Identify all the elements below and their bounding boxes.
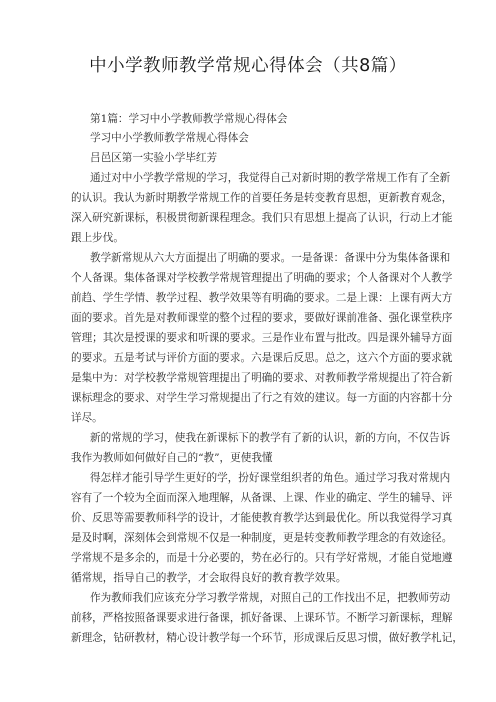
paragraph-line: 学常规不是多余的，而是十分必要的，势在必行的。只有学好常规，才能自觉地遵 <box>71 552 453 564</box>
paragraph-line: 我作为教师如何做好自己的“教”，更使我懂 <box>71 452 273 464</box>
paragraph-line: 得怎样才能引导学生更好的学，扮好课堂组织者的角色。通过学习我对常规内 <box>90 472 451 484</box>
paragraph-line: 是集中为：对学校教学常规管理提出了明确的要求、对教师教学常规提出了符合新 <box>71 372 453 384</box>
paragraph-line: 循常规，指导自己的教学，才会取得良好的教育教学效果。 <box>71 572 347 584</box>
paragraph-line: 课标理念的要求、对学生学习常规提出了行之有效的建议。每一方面的内容都十分 <box>71 392 453 404</box>
paragraph-line: 容有了一个较为全面而深入地理解，从备课、上课、作业的确定、学生的辅导、评 <box>71 492 453 504</box>
paragraph-line: 面的要求。首先是对教师课堂的整个过程的要求，要做好课前准备、强化课堂秩序 <box>71 312 453 324</box>
paragraph-line: 前趋、学生学情、教学过程、教学效果等有明确的要求。二是上课：上课有两大方 <box>71 292 453 304</box>
paragraph-line: 的认识。我认为新时期教学常规工作的首要任务是转变教育思想，更新教育观念， <box>71 192 453 204</box>
paragraph-line: 跟上步伐。 <box>71 232 124 244</box>
paragraph-line: 详尽。 <box>71 412 103 424</box>
paragraph-line: 通过对中小学教学常规的学习，我觉得自己对新时期的教学常规工作有了全新 <box>90 172 451 184</box>
paragraph-line: 前移，严格按照备课要求进行备课，抓好备课、上课环节。不断学习新课标，理解 <box>71 612 453 624</box>
paragraph-line: 新的常规的学习，使我在新课标下的教学有了新的认识，新的方向，不仅告诉 <box>90 432 451 444</box>
paragraph-line: 的要求。五是考试与评价方面的要求。六是课后反思。总之，这六个方面的要求就 <box>71 352 453 364</box>
paragraph-line: 是及时啊，深刻体会到常规不仅是一种制度，更是转变教师教学理念的有效途径。 <box>71 532 453 544</box>
paragraph-line: 管理；其次是授课的要求和听课的要求。三是作业布置与批改。四是课外辅导方面 <box>71 332 453 344</box>
paragraph-line: 教学新常规从六大方面提出了明确的要求。一是备课：备课中分为集体备课和 <box>90 252 451 264</box>
article-heading: 第1篇：学习中小学教师教学常规心得体会 <box>90 113 288 125</box>
paragraph-line: 作为教师我们应该充分学习教学常规，对照自己的工作找出不足，把教师劳动 <box>90 592 451 604</box>
author-line: 吕邑区第一实验小学毕红芳 <box>90 152 218 164</box>
paragraph-line: 深入研究新课标，积极贯彻新课程理念。我们只有思想上提高了认识，行动上才能 <box>71 212 453 224</box>
paragraph-line: 个人备课。集体备课对学校教学常规管理提出了明确的要求；个人备课对个人教学 <box>71 272 453 284</box>
paragraph-line: 新理念，钻研教材，精心设计教学每一个环节，形成课后反思习惯，做好教学札记， <box>71 632 463 644</box>
document-title: 中小学教师教学常规心得体会（共8篇） <box>89 56 407 76</box>
paragraph-line: 价、反思等需要教师科学的设计，才能使教育教学达到最优化。所以我觉得学习真 <box>71 512 453 524</box>
article-subtitle: 学习中小学教师教学常规心得体会 <box>90 132 249 144</box>
